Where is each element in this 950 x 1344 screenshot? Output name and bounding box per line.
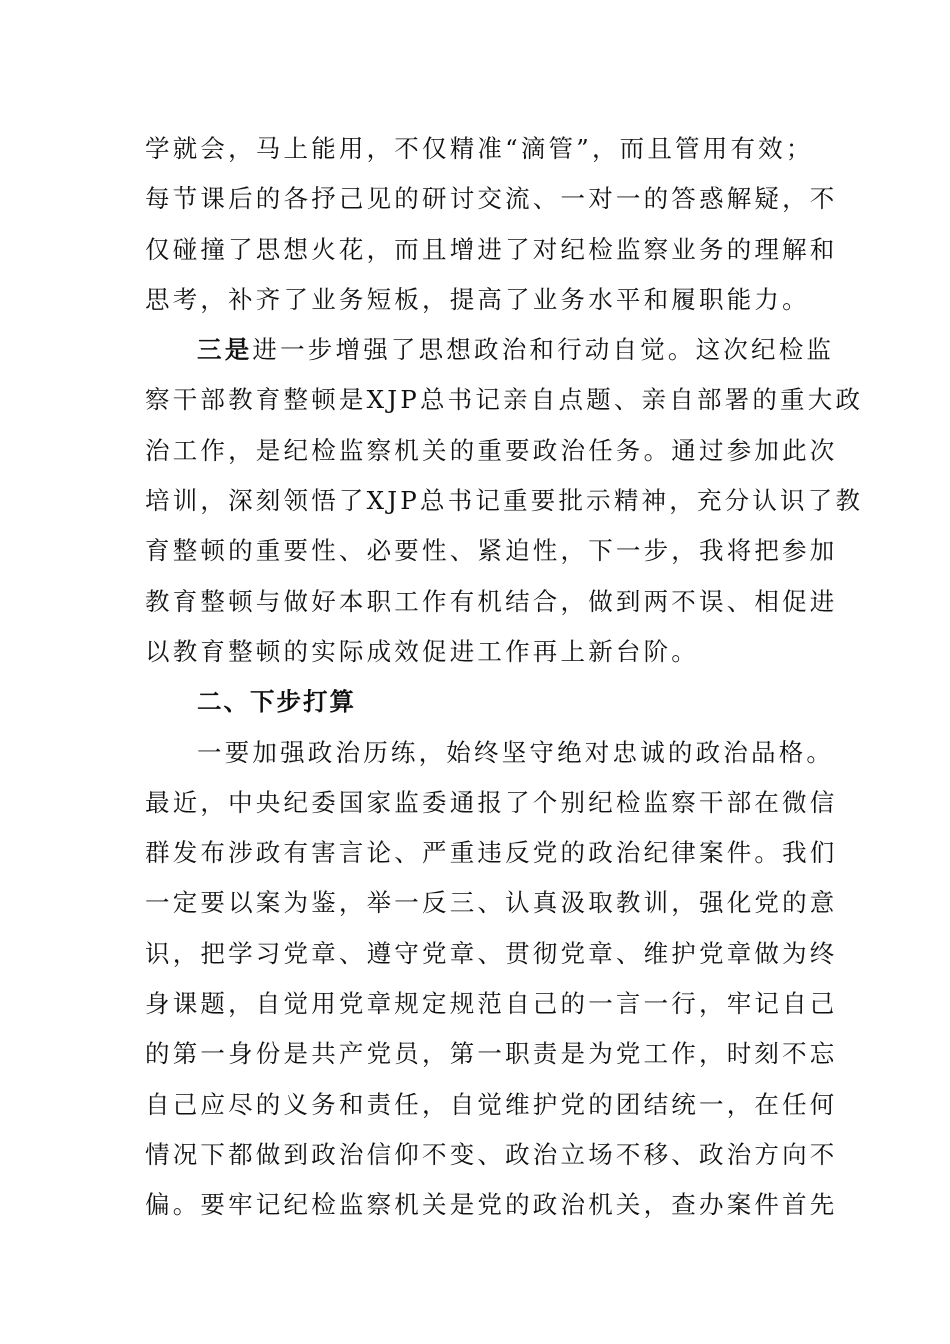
paragraph-line: 察干部教育整顿是XJP总书记亲自点题、亲自部署的重大政: [145, 385, 864, 415]
paragraph-line: 教育整顿与做好本职工作有机结合，做到两不误、相促进: [145, 586, 838, 616]
paragraph-first-line: 一要加强政治历练，始终坚守绝对忠诚的政治品格。: [197, 737, 835, 767]
paragraph-line: 身课题，自觉用党章规定规范自己的一言一行，牢记自己: [145, 989, 838, 1019]
paragraph-line: 识，把学习党章、遵守党章、贯彻党章、维护党章做为终: [145, 938, 838, 968]
paragraph-first-line: [145, 325, 835, 375]
paragraph-line: 一定要以案为鉴，举一反三、认真汲取教训，强化党的意: [145, 888, 838, 918]
paragraph-line: 自己应尽的义务和责任，自觉维护党的团结统一，在任何: [145, 1089, 838, 1119]
paragraph-line: 培训，深刻领悟了XJP总书记重要批示精神，充分认识了教: [145, 486, 864, 516]
section-heading: 二、下步打算: [197, 687, 356, 717]
paragraph-line: 学就会，马上能用，不仅精准“滴管”，而且管用有效；: [145, 134, 814, 163]
paragraph-lead-bold: 三是: [197, 335, 253, 365]
paragraph-line: 仅碰撞了思想火花，而且增进了对纪检监察业务的理解和: [145, 234, 838, 264]
document-body: [145, 124, 864, 1231]
paragraph-first-line-text: 进一步增强了思想政治和行动自觉。这次纪检监: [252, 335, 835, 365]
paragraph-line: 思考，补齐了业务短板，提高了业务水平和履职能力。: [145, 284, 810, 314]
paragraph-line: 最近，中央纪委国家监委通报了个别纪检监察干部在微信: [145, 787, 838, 817]
paragraph-line: 治工作，是纪检监察机关的重要政治任务。通过参加此次: [145, 435, 838, 465]
paragraph-line: 情况下都做到政治信仰不变、政治立场不移、政治方向不: [145, 1139, 838, 1169]
paragraph-line: 每节课后的各抒己见的研讨交流、一对一的答惑解疑，不: [145, 184, 838, 214]
paragraph-line: 的第一身份是共产党员，第一职责是为党工作，时刻不忘: [145, 1039, 838, 1069]
paragraph-line: 偏。要牢记纪检监察机关是党的政治机关，查办案件首先: [145, 1190, 838, 1220]
paragraph-line: 群发布涉政有害言论、严重违反党的政治纪律案件。我们: [145, 838, 838, 868]
paragraph-line: 育整顿的重要性、必要性、紧迫性，下一步，我将把参加: [145, 536, 838, 566]
paragraph-line: 以教育整顿的实际成效促进工作再上新台阶。: [145, 636, 699, 666]
